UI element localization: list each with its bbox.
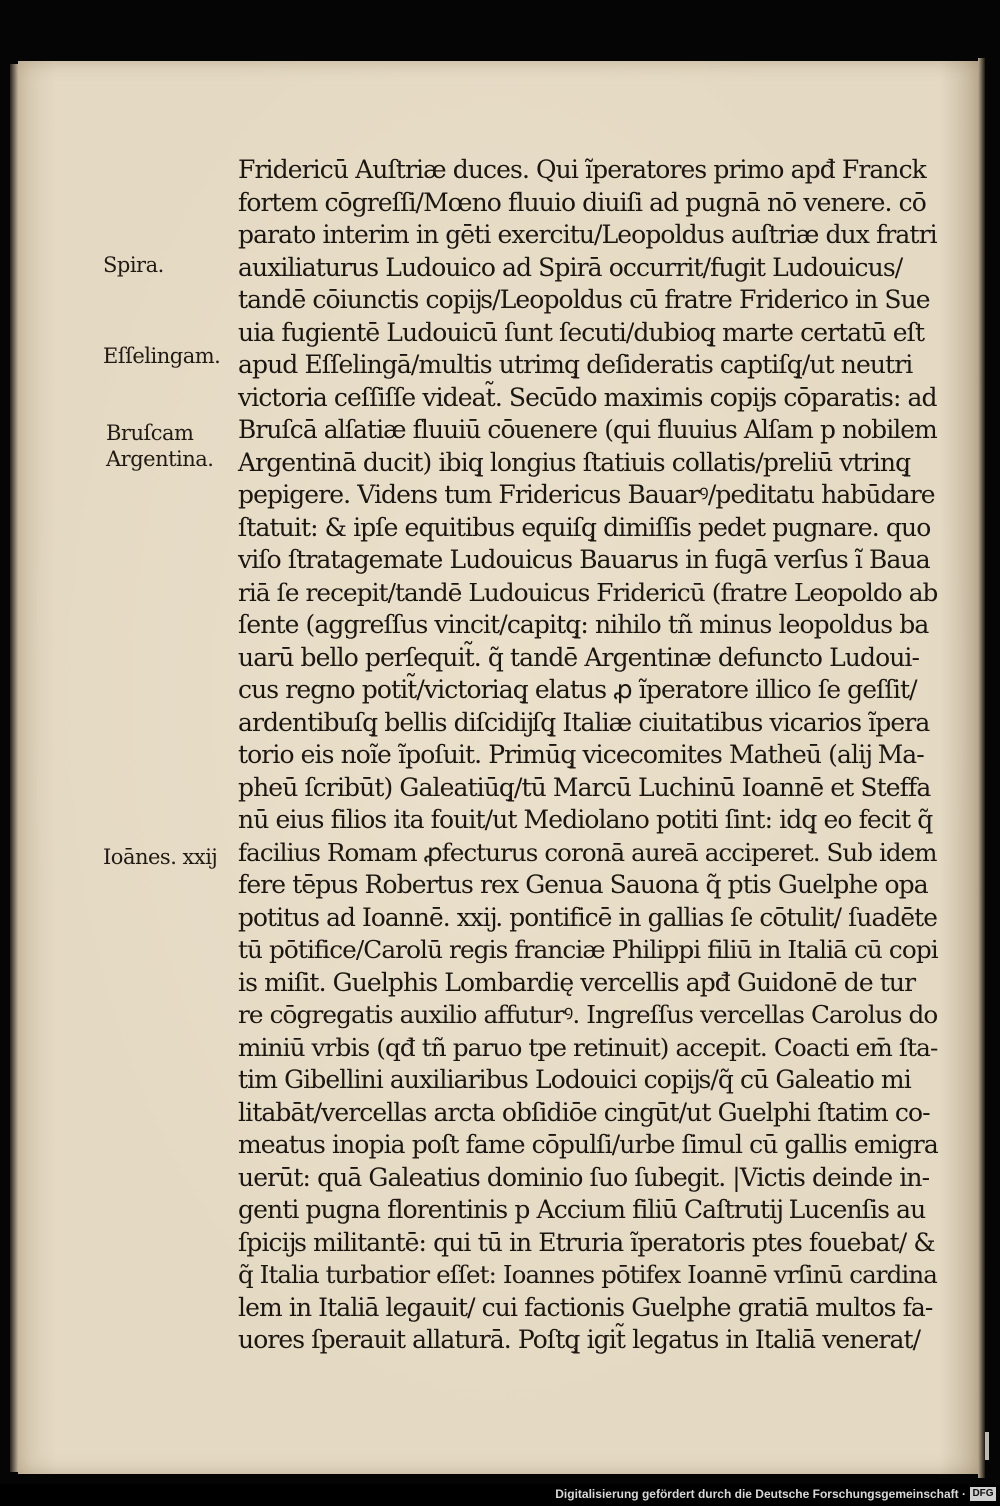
text-line: ſpicĳs militantē: qui tū in Etruria ĩperatoris ptes fouebat/ &	[238, 1227, 935, 1257]
text-line: pheū ſcribūt) Galeatiūq̧/tū Marcū Luchinū Ioannē et Steffa	[238, 772, 931, 802]
text-line: lem in Italiā legauit/ cui factionis Guelphe gratiā multos fa-	[238, 1292, 933, 1322]
text-line: litabāt/vercellas arcta obſidiōe cingūt/ut Guelphi ſtatim co-	[238, 1097, 930, 1127]
text-line: riā ſe recepit/tandē Ludouicus Fridericū (fratre Leopoldo ab	[238, 577, 938, 607]
text-line: nū eius filios ita fouit/ut Mediolano potiti ſint: idq̧ eo fecit q̃	[238, 805, 933, 834]
text-line: ardentibuſq̧ bellis diſcidĳſq̧ Italiæ ciuitatibus vicarios ĩpera	[238, 707, 930, 737]
footer-bar	[0, 1484, 1000, 1506]
text-line: uarū bello perſequit̃. q̃ tandē Argentinæ defuncto Ludoui-	[238, 642, 920, 672]
text-line: ſtatuit: & ipſe equitibus equiſq̧ dimiſſis pedet pugnare. quo	[238, 512, 931, 542]
text-line: re cōgregatis auxilio affuturꝰ. Ingreſſus vercellas Carolus do	[238, 1000, 938, 1029]
text-line: tim Gibellini auxiliaribus Lodouici copĳs/q̃ cū Galeatio mi	[238, 1065, 911, 1094]
text-line: viſo ſtratagemate Ludouicus Bauarus in fugā verſus ĩ Baua	[238, 545, 930, 574]
text-line: uia fugientē Ludouicū ſunt ſecuti/dubioq̧ marte certatū eſt	[238, 317, 925, 347]
text-line: cus regno potit̃/victoriaq̧ elatus ꝓ ĩperatore illico ſe geſſit/	[238, 675, 917, 704]
text-line: victoria ceſſiſſe videat̃. Secūdo maximis copĳs cōparatis: ad	[238, 382, 937, 412]
text-line: auxiliaturus Ludouico ad Spirā occurrit/fugit Ludouicus/	[238, 252, 903, 282]
text-line: miniū vrbis (qđ tñ paruo tpe retinuit) accepit. Coacti em̄ ſta-	[238, 1032, 938, 1062]
margin-note-argentina: Argentina.	[106, 447, 214, 471]
text-line: fortem cōgreſſi/Mœno fluuio diuiſi ad pugnā nō venere. cō	[238, 187, 926, 217]
text-line: Bruſcā alſatiæ fluuiū cōuenere (qui fluuius Alſam p nobilem	[238, 415, 937, 444]
text-line: parato interim in gēti exercitu/Leopoldus auſtriæ dux fratri	[238, 220, 937, 249]
text-line: tandē cōiunctis copĳs/Leopoldus cū fratre Friderico in Sue	[238, 285, 930, 314]
margin-note-ioannes: Ioānes. xxĳ	[103, 845, 216, 869]
text-line: is miſit. Guelphis Lombardię vercellis apđ Guidonē de tur	[238, 967, 916, 997]
dfg-logo-icon: DFG	[970, 1487, 996, 1501]
text-line: fere tēpus Robertus rex Genua Sauona q̃ ptis Guelphe opa	[238, 870, 928, 899]
text-line: apud Eſſelingā/multis utrimq̧ deſideratis captiſq̧/ut neutri	[238, 350, 913, 379]
margin-note-esselingam: Eſſelingam.	[103, 344, 221, 368]
funding-credit: Digitalisierung gefördert durch die Deutsche Forschungsgemeinschaft ·	[555, 1487, 966, 1501]
text-line: uores ſperauit allaturā. Poſtq̧ igit̃ legatus in Italiā venerat/	[238, 1325, 921, 1354]
page-edge-right	[978, 58, 985, 1478]
text-line: Argentinā ducit) ibiq̧ longius ſtatiuis collatis/preliū vtrinq̧	[238, 447, 911, 477]
text-line: torio eis noĩe ĩpoſuit. Primūq̧ vicecomites Matheū (alĳ Ma-	[238, 740, 924, 769]
text-line: ſente (aggreſſus vincit/capitq̧: nihilo tñ minus leopoldus ba	[238, 610, 929, 639]
text-line: uerūt: quā Galeatius dominio ſuo ſubegit. |Victis deinde in-	[238, 1162, 930, 1192]
text-line: facilius Romam ꝓfecturus coronā aureā acciperet. Sub idem	[238, 837, 937, 867]
text-line: genti pugna florentinis p Accium filiū Caſtrutĳ Lucenſis au	[238, 1195, 926, 1224]
text-line: Fridericū Auſtriæ duces. Qui ĩperatores primo apđ Franck	[238, 155, 926, 184]
margin-note-spira: Spira.	[103, 253, 164, 277]
text-line: q̃ Italia turbatior eſſet: Ioannes pōtifex Ioannē vrſinū cardina	[238, 1260, 937, 1289]
text-line: potitus ad Ioannē. xxĳ. pontificē in gallias ſe cōtulit/ ſuadēte	[238, 902, 938, 932]
scroll-indicator	[985, 1432, 989, 1460]
text-line: pepigere. Videns tum Fridericus Bauarꝰ/peditatu habūdare	[238, 480, 935, 509]
margin-note-bruscam: Bruſcam	[106, 421, 194, 445]
text-line: meatus inopia poſt fame cōpulſi/urbe ſimul cū gallis emigra	[238, 1130, 938, 1159]
text-line: tū pōtifice/Carolū regis franciæ Philippi filiū in Italiā cū copi	[238, 935, 938, 964]
